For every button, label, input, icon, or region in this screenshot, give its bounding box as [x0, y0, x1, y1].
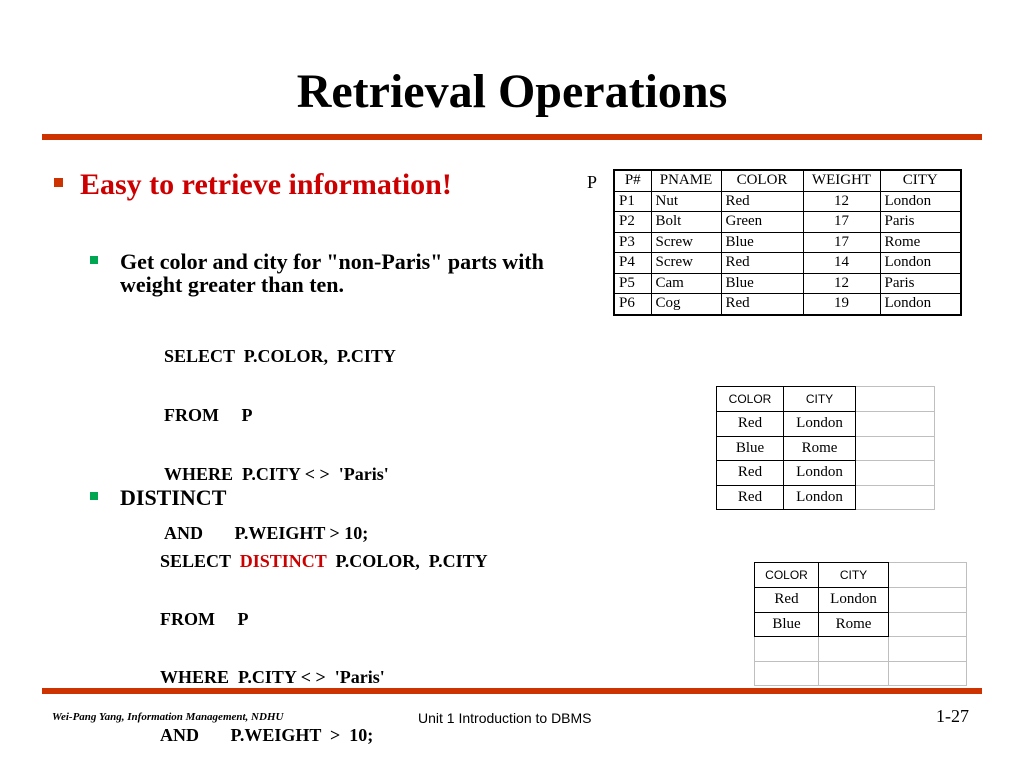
table-cell: P6: [614, 294, 651, 315]
empty-cell: [889, 637, 967, 662]
table-cell: Blue: [721, 273, 803, 294]
column-header: P#: [614, 170, 651, 191]
table-cell: Cam: [651, 273, 721, 294]
bullet-square-icon: [54, 178, 63, 187]
sql-line: WHERE P.CITY < > 'Paris': [160, 667, 385, 687]
table-cell: Red: [755, 588, 819, 613]
empty-cell: [889, 661, 967, 686]
table-header-row: [755, 563, 967, 588]
empty-cell: [856, 461, 935, 486]
table-cell: Red: [721, 191, 803, 212]
distinct-bullet-text: DISTINCT: [120, 485, 227, 510]
table-cell: P1: [614, 191, 651, 212]
table-row: [614, 191, 961, 212]
table-cell: Cog: [651, 294, 721, 315]
column-header: WEIGHT: [803, 170, 880, 191]
table-cell: Red: [721, 253, 803, 274]
table-cell: Green: [721, 212, 803, 233]
empty-cell: [889, 612, 967, 637]
sql-line: SELECT P.COLOR, P.CITY: [164, 345, 396, 366]
sql-line: AND P.WEIGHT > 10;: [164, 522, 369, 543]
result-table-1: [716, 386, 935, 510]
table-cell: Red: [717, 461, 784, 486]
column-header: COLOR: [721, 170, 803, 191]
table-cell: London: [784, 461, 856, 486]
column-header: CITY: [880, 170, 961, 191]
empty-cell: [819, 637, 889, 662]
table-cell: P5: [614, 273, 651, 294]
table-row: [614, 273, 961, 294]
relation-label: P: [587, 172, 598, 192]
column-header: PNAME: [651, 170, 721, 191]
table-cell: 17: [803, 232, 880, 253]
empty-cell: [755, 661, 819, 686]
table-row: [614, 232, 961, 253]
sql-line: FROM P: [164, 404, 253, 425]
sql-line: [160, 547, 488, 576]
table-cell: Red: [717, 412, 784, 437]
table-cell: 14: [803, 253, 880, 274]
sub-bullet-text: Get color and city for "non-Paris" parts with weight greater than ten.: [120, 249, 544, 297]
table-cell: London: [880, 191, 961, 212]
table-cell: Rome: [784, 436, 856, 461]
empty-cell: [889, 588, 967, 613]
footer-author: Wei-Pang Yang, Information Management, NDHU: [52, 711, 284, 723]
empty-cell: [856, 387, 935, 412]
main-bullet-text: Easy to retrieve information!: [80, 168, 452, 201]
title-divider: [42, 134, 982, 140]
table-cell: Paris: [880, 273, 961, 294]
table-cell: London: [880, 294, 961, 315]
table-cell: Screw: [651, 253, 721, 274]
empty-cell: [755, 637, 819, 662]
column-header: COLOR: [755, 563, 819, 588]
table-cell: London: [784, 412, 856, 437]
table-cell: P2: [614, 212, 651, 233]
table-row: [717, 436, 935, 461]
table-cell: P4: [614, 253, 651, 274]
result-table-2: [754, 562, 967, 686]
table-row: [717, 412, 935, 437]
slide-number: 1-27: [936, 706, 969, 726]
table-cell: Blue: [755, 612, 819, 637]
parts-table: [613, 169, 962, 316]
bullet-square-icon: [90, 256, 98, 264]
table-cell: Blue: [717, 436, 784, 461]
table-cell: Red: [721, 294, 803, 315]
footer-unit-title: Unit 1 Introduction to DBMS: [418, 710, 592, 726]
table-row: [717, 485, 935, 510]
table-cell: Paris: [880, 212, 961, 233]
column-header: CITY: [819, 563, 889, 588]
slide-title: Retrieval Operations: [296, 65, 728, 118]
table-cell: London: [819, 588, 889, 613]
sql-line: FROM P: [160, 609, 249, 629]
bullet-square-icon: [90, 492, 98, 500]
table-cell: 12: [803, 191, 880, 212]
empty-cell: [856, 485, 935, 510]
empty-cell: [856, 412, 935, 437]
table-cell: London: [784, 485, 856, 510]
table-row: [755, 637, 967, 662]
table-header-row: [717, 387, 935, 412]
sql-line: AND P.WEIGHT > 10;: [160, 725, 374, 745]
table-cell: 19: [803, 294, 880, 315]
table-row: [614, 253, 961, 274]
sql-keyword: SELECT: [160, 551, 240, 571]
table-row: [717, 461, 935, 486]
empty-cell: [856, 436, 935, 461]
table-row: [614, 212, 961, 233]
sql-line: WHERE P.CITY < > 'Paris': [164, 463, 389, 484]
column-header: COLOR: [717, 387, 784, 412]
table-cell: Rome: [880, 232, 961, 253]
table-header-row: [614, 170, 961, 191]
table-cell: London: [880, 253, 961, 274]
table-row: [755, 588, 967, 613]
table-cell: Blue: [721, 232, 803, 253]
table-cell: 17: [803, 212, 880, 233]
table-row: [755, 661, 967, 686]
table-row: [614, 294, 961, 315]
table-row: [755, 612, 967, 637]
empty-cell: [819, 661, 889, 686]
table-cell: Bolt: [651, 212, 721, 233]
table-cell: 12: [803, 273, 880, 294]
table-cell: Rome: [819, 612, 889, 637]
table-cell: Red: [717, 485, 784, 510]
sql-distinct-keyword: DISTINCT: [239, 551, 327, 571]
empty-cell: [889, 563, 967, 588]
table-cell: Nut: [651, 191, 721, 212]
table-cell: Screw: [651, 232, 721, 253]
sql-columns: P.COLOR, P.CITY: [326, 551, 488, 571]
column-header: CITY: [784, 387, 856, 412]
footer-divider: [42, 688, 982, 694]
table-cell: P3: [614, 232, 651, 253]
sql-query-2: [160, 518, 488, 779]
